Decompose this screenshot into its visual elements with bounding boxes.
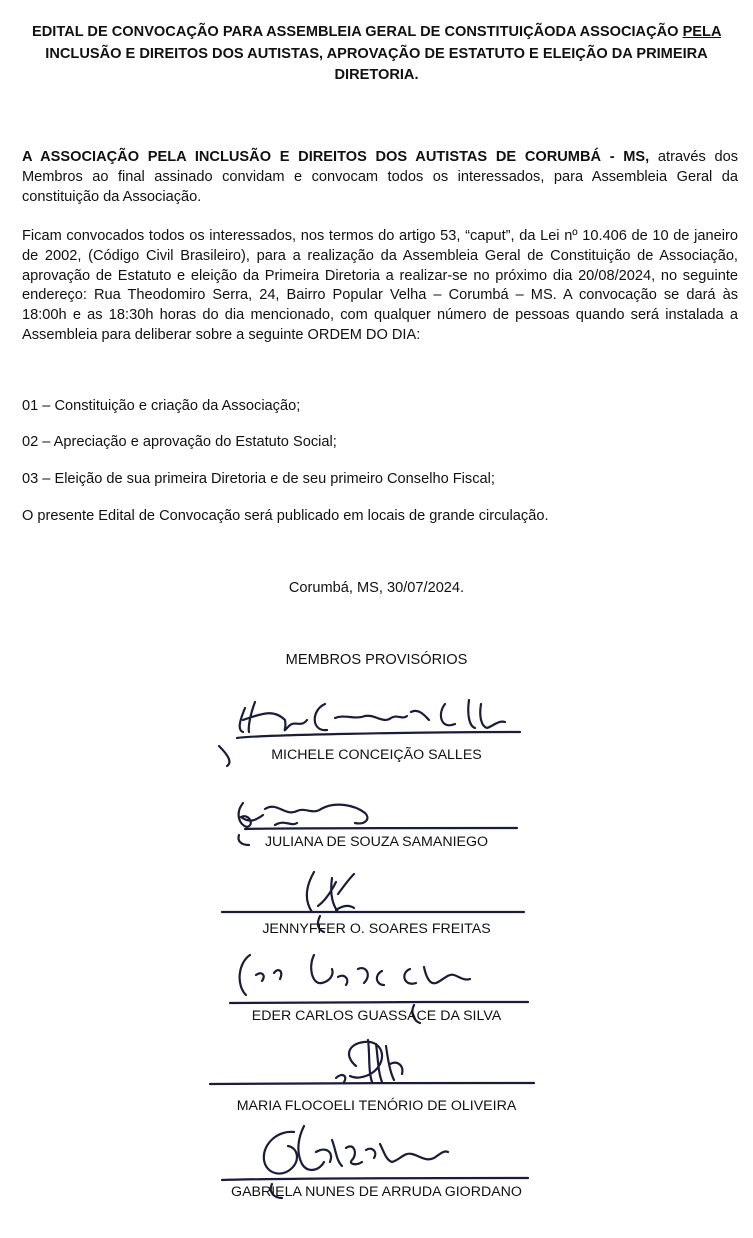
agenda-item-3: 03 – Eleição de sua primeira Diretoria e de seu primeiro Conselho Fiscal; <box>22 471 495 487</box>
intro-paragraph <box>22 148 738 207</box>
association-name: A ASSOCIAÇÃO PELA INCLUSÃO E DIREITOS DOS AUTISTAS DE CORUMBÁ - MS, <box>22 149 650 165</box>
signatory-name-6: GABRIELA NUNES DE ARRUDA GIORDANO <box>231 1184 522 1200</box>
document-title <box>20 22 733 87</box>
place-date: Corumbá, MS, 30/07/2024. <box>288 580 465 596</box>
title-text-part1: EDITAL DE CONVOCAÇÃO PARA ASSEMBLEIA GERAL DE CONSTITUIÇÃODA ASSOCIAÇÃO <box>32 24 683 40</box>
agenda-item-1: 01 – Constituição e criação da Associação; <box>22 398 301 414</box>
signatory-name-3: JENNYFFER O. SOARES FREITAS <box>262 921 491 937</box>
handwritten-signature-5 <box>208 1036 538 1096</box>
title-underlined-word: PELA <box>682 24 721 40</box>
signatory-name-5: MARIA FLOCOELI TENÓRIO DE OLIVEIRA <box>236 1098 517 1114</box>
signatory-name-1: MICHELE CONCEIÇÃO SALLES <box>271 747 482 763</box>
agenda-item-2: 02 – Apreciação e aprovação do Estatuto Social; <box>22 434 337 450</box>
convocation-paragraph: Ficam convocados todos os interessados, nos termos do artigo 53, “caput”, da Lei nº 10.406 de 10 de janeiro de 2002, (Código Civil Brasileiro), para a realização da Assembleia Geral de Constituição de Associação, aprovação de Estatuto e eleição da Primeira Diretoria a realizar-se no próximo dia 20/08/2024, no seguinte endereço: Rua Theodomiro Serra, 24, Bairro Popular Velha – Corumbá – MS. A convocação se dará às 18:00h e as 18:30h horas do dia mencionado, com qualquer número de pessoas quando será instalada a Assembleia para deliberar sobre a seguinte ORDEM DO DIA: <box>22 228 738 343</box>
signatory-name-4: EDER CARLOS GUASSACE DA SILVA <box>251 1008 502 1024</box>
signatory-name-2: JULIANA DE SOUZA SAMANIEGO <box>264 834 489 850</box>
publication-notice: O presente Edital de Convocação será publicado em locais de grande circulação. <box>22 508 549 524</box>
members-heading: MEMBROS PROVISÓRIOS <box>285 652 468 668</box>
title-text-part2: INCLUSÃO E DIREITOS DOS AUTISTAS, APROVAÇÃO DE ESTATUTO E ELEIÇÃO DA PRIMEIRA DIRETORIA. <box>45 45 708 83</box>
intro-text: através dos Membros ao final assinado convidam e convocam todos os interessados, para Assembleia Geral da constituição da Associação. <box>22 149 738 205</box>
